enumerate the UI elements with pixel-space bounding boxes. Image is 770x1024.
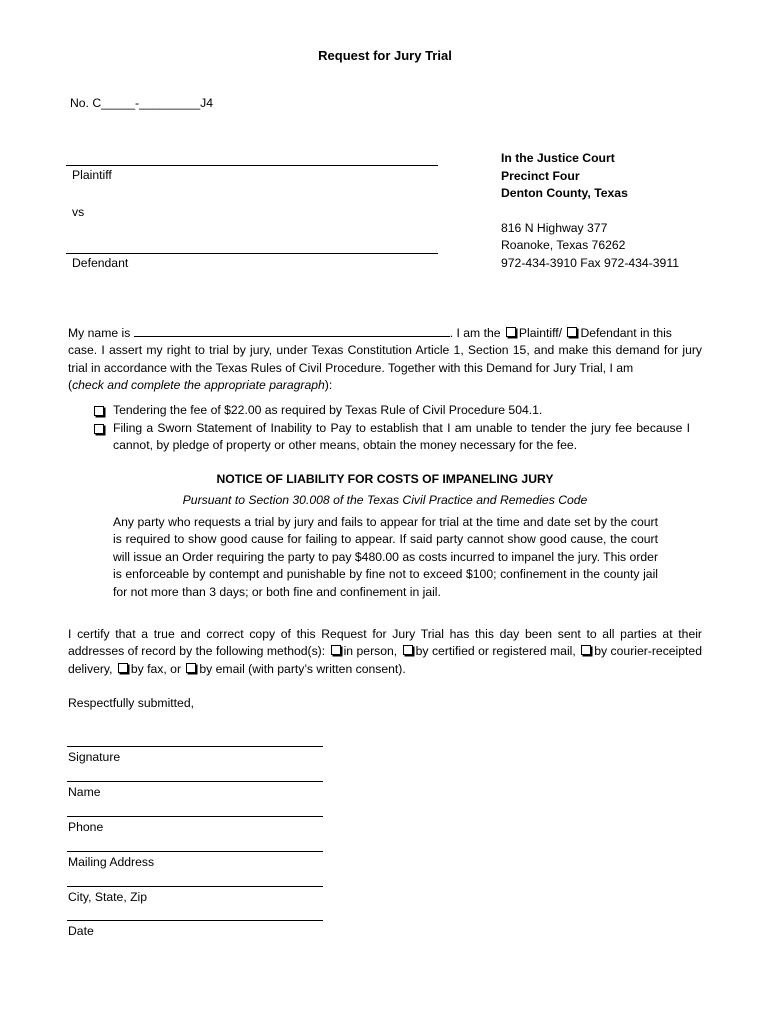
name-blank[interactable] [134,324,450,337]
certify-text: I certify that a true and correct copy of this Request for Jury Trial has this day been sent to all parties at their addresses of record by the following method(s): [68,627,702,659]
defendant-line[interactable] [66,253,438,254]
court-info [501,150,679,272]
plaintiff-line[interactable] [66,165,438,166]
certify-paragraph [68,626,702,678]
notice-heading: NOTICE OF LIABILITY FOR COSTS OF IMPANELING JURY [216,472,554,486]
instruction-open: ( [68,378,73,393]
court-address-line2: Roanoke, Texas 76262 [501,238,626,252]
notice-subheading: Pursuant to Section 30.008 of the Texas Civil Practice and Remedies Code [182,493,588,507]
city-state-zip-label: City, State, Zip [68,890,148,904]
intro-paragraph [68,324,702,395]
court-phone-fax: 972-434-3910 Fax 972-434-3911 [501,255,679,270]
court-address-line1: 816 N Highway 377 [501,220,608,235]
in-person-checkbox[interactable] [331,645,341,655]
mailing-address-line[interactable] [67,851,323,852]
phone-line[interactable] [67,816,323,817]
tender-fee-checkbox[interactable] [94,406,104,416]
courier-checkbox[interactable] [581,645,591,655]
certified-mail-checkbox[interactable] [403,645,413,655]
page-title: Request for Jury Trial [318,48,452,63]
tender-fee-text: Tendering the fee of $22.00 as required by Texas Rule of Civil Procedure 504.1. [113,403,543,417]
defendant-checkbox[interactable] [567,327,577,337]
notice-body: Any party who requests a trial by jury and fails to appear for trial at the time and date set by the court is required to show good cause for failing to appear. If said party cannot show good cause, the court will issue an Order requiring the party to pay $480.00 as costs incurred to impanel the jury. This order is enforceable by contempt and punishable by fine not to exceed $100; confinement in the county jail for not more than 3 days; or both fine and confinement in jail. [113,515,658,599]
sworn-statement-checkbox[interactable] [94,424,104,434]
phone-label: Phone [68,820,104,834]
court-precinct: Precinct Four [501,168,580,183]
intro-body: case. I assert my right to trial by jury, under Texas Constitution Article 1, Section 15, and make this demand for jury trial in accordance with the Texas Rules of Civil Procedure. Together with this Demand for Jury Trial, I am [68,343,702,375]
court-county: Denton County, Texas [501,186,628,200]
court-name: In the Justice Court [501,151,615,165]
option-sworn-statement [92,420,690,455]
certified-mail-label: by certified or registered mail, [415,644,576,659]
email-checkbox[interactable] [186,663,196,673]
in-person-label: in person, [343,644,398,659]
my-name-label: My name is [68,326,131,340]
city-state-zip-line[interactable] [67,886,323,887]
email-label: by email (with party’s written consent). [199,661,406,676]
courier-label: by courier-receipted delivery, [68,644,702,676]
name-label: Name [68,785,101,799]
vs-label: vs [72,205,85,219]
signature-label: Signature [68,750,121,764]
plaintiff-option-label: Plaintiff/ [518,326,563,340]
instruction-close: ): [324,378,333,393]
date-label: Date [68,924,94,938]
defendant-label: Defendant [72,256,129,270]
case-number-field[interactable]: No. C_____-_________J4 [70,96,213,110]
fax-checkbox[interactable] [118,663,128,673]
plaintiff-checkbox[interactable] [506,327,516,337]
option-tender-fee [92,402,690,419]
signature-line[interactable] [67,746,323,747]
instruction-text: check and complete the appropriate paragraph [72,378,325,393]
mailing-address-label: Mailing Address [68,855,155,869]
plaintiff-label: Plaintiff [72,168,112,182]
date-line[interactable] [67,920,323,921]
sworn-statement-text: Filing a Sworn Statement of Inability to Pay to establish that I am unable to tender the jury fee because I cannot, by pledge of property or other means, obtain the money necessary for the fee. [113,421,690,453]
defendant-option-label: Defendant in this [580,326,672,340]
closing-text: Respectfully submitted, [68,696,194,710]
i-am-the-label: . I am the [449,326,501,340]
fax-label: by fax, or [130,661,181,676]
name-line[interactable] [67,781,323,782]
